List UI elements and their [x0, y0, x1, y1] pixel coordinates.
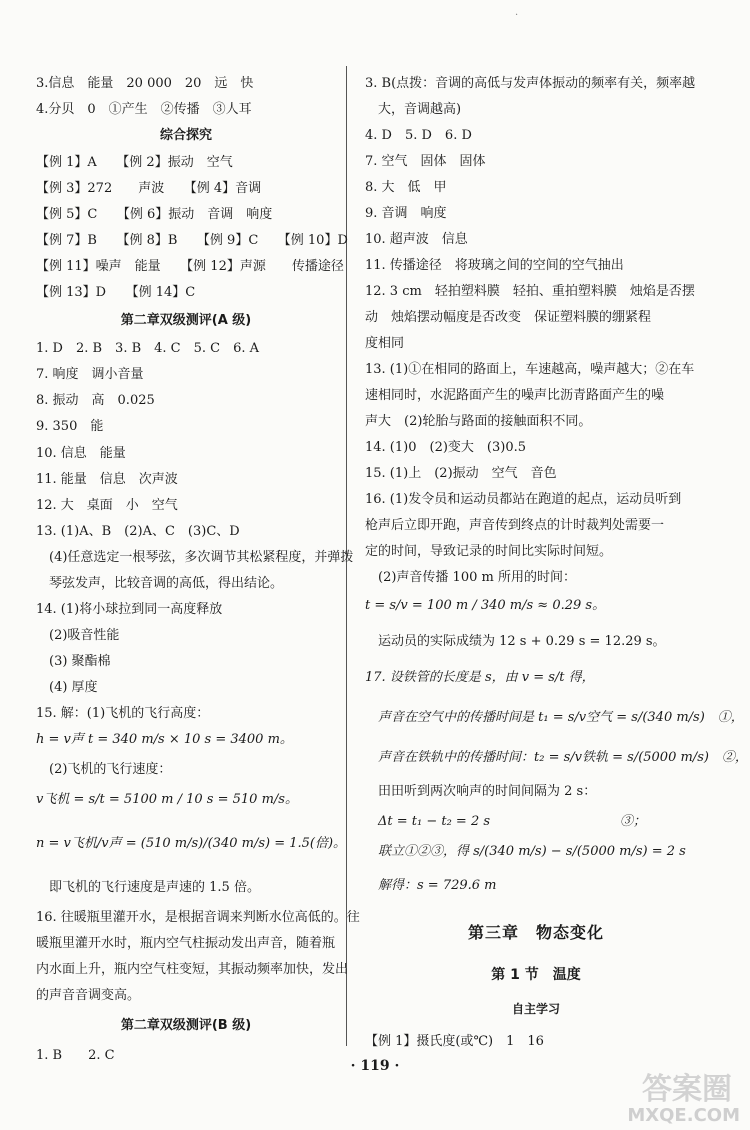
section-heading: 综合探究 — [159, 128, 212, 143]
answer-line: 枪声后立即开跑，声音传到终点的计时裁判处需要一 — [365, 518, 665, 533]
answer-line: 13. (1)①在相同的路面上，车速越高，噪声越大；②在车 — [365, 362, 695, 377]
chapter-title: 第三章 物态变化 — [467, 923, 604, 942]
answer-line: 1. B 2. C — [36, 1048, 115, 1063]
answer-line: 3.信息 能量 20 000 20 远 快 — [36, 76, 254, 91]
answer-line: 4.分贝 0 ①产生 ②传播 ③人耳 — [36, 102, 252, 117]
answer-line: 度相同 — [365, 336, 405, 351]
subsection-title: 自主学习 — [511, 1002, 560, 1016]
top-mark: · — [515, 10, 519, 21]
answer-line: 运动员的实际成绩为 12 s + 0.29 s = 12.29 s。 — [365, 634, 666, 649]
answer-line: 1. D 2. B 3. B 4. C 5. C 6. A — [36, 341, 260, 356]
page-number: · 119 · — [350, 1058, 400, 1074]
answer-line: 【例 1】A 【例 2】振动 空气 — [36, 155, 233, 170]
answer-line: 16. (1)发令员和运动员都站在跑道的起点，运动员听到 — [365, 492, 682, 507]
formula-line: t = s/v = 100 m / 340 m/s ≈ 0.29 s。 — [365, 598, 606, 613]
answer-line: 13. (1)A、B (2)A、C (3)C、D — [36, 524, 240, 539]
answer-line: 大，音调越高) — [365, 102, 462, 117]
right-column — [365, 72, 748, 1056]
answer-line: 15. (1)上 (2)振动 空气 音色 — [365, 466, 557, 481]
answer-line: (4)任意选定一根琴弦，多次调节其松紧程度，并弹拨 — [36, 550, 354, 565]
answer-line: 4. D 5. D 6. D — [365, 128, 472, 143]
answer-line: 内水面上升，瓶内空气柱变短，其振动频率加快，发出 — [36, 962, 349, 977]
answer-line: 即飞机的飞行速度是声速的 1.5 倍。 — [36, 880, 260, 895]
formula-line: h = v声 t = 340 m/s × 10 s = 3400 m。 — [36, 732, 293, 747]
answer-line: 琴弦发声，比较音调的高低，得出结论。 — [36, 576, 284, 591]
answer-line: 动 烛焰摆动幅度是否改变 保证塑料膜的绷紧程 — [365, 310, 652, 325]
answer-line: 定的时间，导致记录的时间比实际时间短。 — [365, 544, 613, 559]
formula-line: 解得：s = 729.6 m — [365, 878, 497, 893]
watermark-text-bottom: MXQE.COM — [627, 1105, 740, 1126]
answer-line: 14. (1)0 (2)变大 (3)0.5 — [365, 440, 526, 455]
answer-line: 16. 往暖瓶里灌开水，是根据音调来判断水位高低的。往 — [36, 910, 360, 925]
answer-line: 9. 350 能 — [36, 419, 104, 434]
answer-line: 15. 解：(1)飞机的飞行高度： — [36, 706, 210, 721]
answer-line: 【例 3】272 声波 【例 4】音调 — [36, 181, 262, 196]
answer-line: 【例 5】C 【例 6】振动 音调 响度 — [36, 207, 273, 222]
answer-line: 【例 7】B 【例 8】B 【例 9】C 【例 10】D — [36, 233, 348, 248]
answer-line: 暖瓶里灌开水时，瓶内空气柱振动发出声音，随着瓶 — [36, 936, 336, 951]
formula-line: 声音在铁轨中的传播时间：t₂ = s/v铁轨 = s/(5000 m/s) ②， — [365, 750, 748, 765]
answer-line: 【例 1】摄氏度(或℃) 1 16 — [365, 1034, 544, 1049]
answer-line: 12. 大 桌面 小 空气 — [36, 498, 178, 513]
answer-line: 7. 空气 固体 固体 — [365, 154, 486, 169]
section-title: 第 1 节 温度 — [491, 967, 581, 983]
answer-line: 10. 信息 能量 — [36, 446, 126, 461]
answer-line: (4) 厚度 — [36, 680, 98, 695]
answer-line: 田田听到两次响声的时间间隔为 2 s： — [365, 784, 597, 799]
answer-line: 8. 振动 高 0.025 — [36, 393, 155, 408]
answer-line: 8. 大 低 甲 — [365, 180, 447, 195]
section-heading: 第二章双级测评(A 级) — [120, 313, 252, 328]
answer-line: 12. 3 cm 轻拍塑料膜 轻拍、重拍塑料膜 烛焰是否摆 — [365, 284, 695, 299]
formula-line: 声音在空气中的传播时间是 t₁ = s/v空气 = s/(340 m/s) ①， — [365, 710, 744, 725]
answer-line: 11. 传播途径 将玻璃之间的空间的空气抽出 — [365, 258, 624, 273]
answer-line: 9. 音调 响度 — [365, 206, 447, 221]
left-column — [36, 72, 360, 1070]
answer-line: 速相同时，水泥路面产生的噪声比沥青路面产生的噪 — [365, 388, 665, 403]
answer-line: (3) 聚酯棉 — [36, 654, 111, 669]
watermark-text-top: 答案圈 — [642, 1072, 732, 1107]
answer-line: 11. 能量 信息 次声波 — [36, 472, 178, 487]
answer-line: (2)吸音性能 — [36, 628, 120, 643]
formula-line: n = v飞机/v声 = (510 m/s)/(340 m/s) = 1.5(倍)。 — [36, 836, 347, 851]
answer-line: (2)声音传播 100 m 所用的时间： — [365, 570, 576, 585]
formula-line: 联立①②③，得 s/(340 m/s) − s/(5000 m/s) = 2 s — [365, 844, 686, 859]
section-heading: 第二章双级测评(B 级) — [120, 1018, 252, 1033]
formula-line: v飞机 = s/t = 5100 m / 10 s = 510 m/s。 — [36, 792, 298, 807]
answer-line: 的声音音调变高。 — [36, 988, 141, 1003]
formula-line: Δt = t₁ − t₂ = 2 s ③； — [365, 814, 647, 829]
answer-line: 【例 11】噪声 能量 【例 12】声源 传播途径 — [36, 259, 344, 274]
watermark-logo — [594, 1064, 744, 1126]
answer-line: 3. B(点拨：音调的高低与发声体振动的频率有关，频率越 — [365, 76, 696, 91]
formula-line: 17. 设铁管的长度是 s，由 v = s/t 得， — [365, 670, 595, 685]
answer-line: 10. 超声波 信息 — [365, 232, 468, 247]
answer-line: (2)飞机的飞行速度： — [36, 762, 172, 777]
answer-line: 声大 (2)轮胎与路面的接触面积不同。 — [365, 414, 592, 429]
answer-line: 7. 响度 调小音量 — [36, 367, 144, 382]
answer-line: 【例 13】D 【例 14】C — [36, 285, 196, 300]
answer-line: 14. (1)将小球拉到同一高度释放 — [36, 602, 223, 617]
